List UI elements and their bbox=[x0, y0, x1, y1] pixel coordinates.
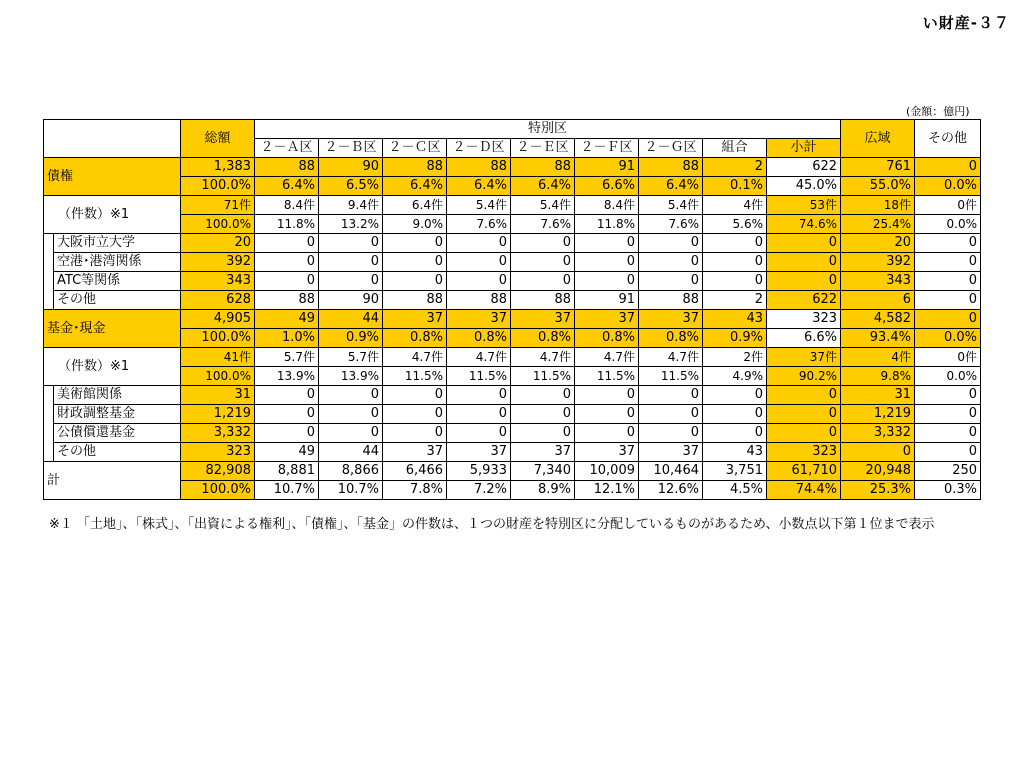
value-cell: 0 bbox=[511, 424, 575, 443]
table-row bbox=[44, 348, 981, 367]
value-cell: 0件 bbox=[915, 196, 981, 215]
value-cell: 7.6% bbox=[447, 215, 511, 234]
header-corner bbox=[44, 120, 181, 158]
value-cell: 37件 bbox=[767, 348, 841, 367]
value-cell: 0 bbox=[319, 272, 383, 291]
header-total: 総額 bbox=[181, 120, 255, 158]
unit-note: (金額：億円) bbox=[906, 105, 970, 118]
value-cell: 622 bbox=[767, 158, 841, 177]
value-cell: 6,466 bbox=[383, 462, 447, 481]
value-cell: 37 bbox=[639, 443, 703, 462]
table-row bbox=[44, 462, 981, 481]
value-cell: 0 bbox=[575, 405, 639, 424]
value-cell: 74.4% bbox=[767, 481, 841, 500]
value-cell: 0 bbox=[703, 272, 767, 291]
value-cell: 11.5% bbox=[447, 367, 511, 386]
value-cell: 0.9% bbox=[319, 329, 383, 348]
value-cell: 0 bbox=[767, 405, 841, 424]
header-ward: ２－Ｆ区 bbox=[575, 139, 639, 158]
value-cell: 0 bbox=[915, 158, 981, 177]
value-cell: 5.4件 bbox=[511, 196, 575, 215]
value-cell: 12.6% bbox=[639, 481, 703, 500]
value-cell: 49 bbox=[255, 310, 319, 329]
value-cell: 0 bbox=[511, 253, 575, 272]
value-cell: 0件 bbox=[915, 348, 981, 367]
value-cell: 0 bbox=[447, 253, 511, 272]
value-cell: 0 bbox=[319, 405, 383, 424]
header-other: その他 bbox=[915, 120, 981, 158]
item-label: その他 bbox=[54, 443, 181, 462]
category-label: 債権 bbox=[44, 158, 181, 196]
value-cell: 88 bbox=[255, 158, 319, 177]
value-cell: 4件 bbox=[703, 196, 767, 215]
value-cell: 0 bbox=[703, 253, 767, 272]
value-cell: 392 bbox=[181, 253, 255, 272]
value-cell: 0 bbox=[447, 234, 511, 253]
value-cell: 0 bbox=[383, 253, 447, 272]
header-ward: ２－Ｇ区 bbox=[639, 139, 703, 158]
indent-spacer bbox=[44, 386, 54, 462]
value-cell: 100.0% bbox=[181, 481, 255, 500]
table-row bbox=[44, 329, 981, 348]
value-cell: 11.8% bbox=[575, 215, 639, 234]
value-cell: 100.0% bbox=[181, 329, 255, 348]
value-cell: 0.8% bbox=[639, 329, 703, 348]
value-cell: 20,948 bbox=[841, 462, 915, 481]
property-table bbox=[43, 119, 981, 500]
value-cell: 0 bbox=[319, 253, 383, 272]
value-cell: 12.1% bbox=[575, 481, 639, 500]
table-row bbox=[44, 424, 981, 443]
table-row bbox=[44, 158, 981, 177]
value-cell: 6.4% bbox=[255, 177, 319, 196]
value-cell: 6.4% bbox=[639, 177, 703, 196]
value-cell: 0 bbox=[255, 272, 319, 291]
value-cell: 37 bbox=[511, 443, 575, 462]
value-cell: 10,464 bbox=[639, 462, 703, 481]
value-cell: 88 bbox=[639, 291, 703, 310]
value-cell: 1,219 bbox=[841, 405, 915, 424]
value-cell: 6 bbox=[841, 291, 915, 310]
value-cell: 0 bbox=[575, 234, 639, 253]
value-cell: 6.4% bbox=[511, 177, 575, 196]
value-cell: 100.0% bbox=[181, 215, 255, 234]
value-cell: 0.0% bbox=[915, 367, 981, 386]
value-cell: 0 bbox=[703, 424, 767, 443]
value-cell: 9.4件 bbox=[319, 196, 383, 215]
value-cell: 0 bbox=[447, 405, 511, 424]
value-cell: 0 bbox=[915, 424, 981, 443]
value-cell: 0.9% bbox=[703, 329, 767, 348]
value-cell: 4件 bbox=[841, 348, 915, 367]
value-cell: 6.4件 bbox=[383, 196, 447, 215]
value-cell: 11.5% bbox=[639, 367, 703, 386]
value-cell: 88 bbox=[639, 158, 703, 177]
value-cell: 8,881 bbox=[255, 462, 319, 481]
value-cell: 43 bbox=[703, 310, 767, 329]
value-cell: 0 bbox=[703, 386, 767, 405]
value-cell: 37 bbox=[575, 443, 639, 462]
value-cell: 761 bbox=[841, 158, 915, 177]
value-cell: 11.5% bbox=[575, 367, 639, 386]
value-cell: 0 bbox=[767, 424, 841, 443]
value-cell: 43 bbox=[703, 443, 767, 462]
value-cell: 4.7件 bbox=[575, 348, 639, 367]
header-subtotal: 小計 bbox=[767, 139, 841, 158]
value-cell: 90 bbox=[319, 291, 383, 310]
value-cell: 5.7件 bbox=[255, 348, 319, 367]
value-cell: 88 bbox=[383, 291, 447, 310]
value-cell: 0.8% bbox=[575, 329, 639, 348]
value-cell: 0 bbox=[447, 272, 511, 291]
header-ward: ２－Ｂ区 bbox=[319, 139, 383, 158]
value-cell: 0 bbox=[255, 424, 319, 443]
value-cell: 0 bbox=[639, 253, 703, 272]
value-cell: 11.8% bbox=[255, 215, 319, 234]
count-label: （件数）※1 bbox=[44, 348, 181, 386]
value-cell: 0 bbox=[255, 386, 319, 405]
table-row bbox=[44, 367, 981, 386]
header-row bbox=[44, 120, 981, 139]
value-cell: 37 bbox=[447, 443, 511, 462]
value-cell: 18件 bbox=[841, 196, 915, 215]
value-cell: 2 bbox=[703, 158, 767, 177]
value-cell: 3,332 bbox=[841, 424, 915, 443]
header-ward: ２－Ａ区 bbox=[255, 139, 319, 158]
table-row bbox=[44, 291, 981, 310]
value-cell: 37 bbox=[511, 310, 575, 329]
value-cell: 8,866 bbox=[319, 462, 383, 481]
table-row bbox=[44, 234, 981, 253]
item-label: ATC等関係 bbox=[54, 272, 181, 291]
value-cell: 9.0% bbox=[383, 215, 447, 234]
value-cell: 10.7% bbox=[255, 481, 319, 500]
value-cell: 0 bbox=[319, 424, 383, 443]
value-cell: 0 bbox=[767, 272, 841, 291]
category-label: 基金･現金 bbox=[44, 310, 181, 348]
value-cell: 8.9% bbox=[511, 481, 575, 500]
value-cell: 6.4% bbox=[383, 177, 447, 196]
value-cell: 0.0% bbox=[915, 215, 981, 234]
value-cell: 37 bbox=[447, 310, 511, 329]
value-cell: 0 bbox=[915, 405, 981, 424]
value-cell: 7.2% bbox=[447, 481, 511, 500]
value-cell: 41件 bbox=[181, 348, 255, 367]
value-cell: 0 bbox=[447, 424, 511, 443]
value-cell: 91 bbox=[575, 158, 639, 177]
value-cell: 0.8% bbox=[511, 329, 575, 348]
value-cell: 31 bbox=[181, 386, 255, 405]
value-cell: 0 bbox=[575, 253, 639, 272]
value-cell: 0 bbox=[255, 253, 319, 272]
item-label: その他 bbox=[54, 291, 181, 310]
header-special-ward: 特別区 bbox=[255, 120, 841, 139]
value-cell: 622 bbox=[767, 291, 841, 310]
value-cell: 0.1% bbox=[703, 177, 767, 196]
item-label: 財政調整基金 bbox=[54, 405, 181, 424]
value-cell: 1,383 bbox=[181, 158, 255, 177]
value-cell: 0 bbox=[915, 443, 981, 462]
value-cell: 25.4% bbox=[841, 215, 915, 234]
value-cell: 31 bbox=[841, 386, 915, 405]
value-cell: 2件 bbox=[703, 348, 767, 367]
value-cell: 0 bbox=[575, 386, 639, 405]
value-cell: 0 bbox=[639, 386, 703, 405]
value-cell: 100.0% bbox=[181, 177, 255, 196]
value-cell: 53件 bbox=[767, 196, 841, 215]
value-cell: 10,009 bbox=[575, 462, 639, 481]
value-cell: 0.8% bbox=[447, 329, 511, 348]
value-cell: 0 bbox=[255, 234, 319, 253]
value-cell: 6.4% bbox=[447, 177, 511, 196]
value-cell: 0 bbox=[383, 405, 447, 424]
table-row bbox=[44, 443, 981, 462]
value-cell: 4.5% bbox=[703, 481, 767, 500]
indent-spacer bbox=[44, 234, 54, 310]
value-cell: 37 bbox=[639, 310, 703, 329]
value-cell: 0 bbox=[319, 386, 383, 405]
value-cell: 55.0% bbox=[841, 177, 915, 196]
header-ward: 組合 bbox=[703, 139, 767, 158]
value-cell: 0 bbox=[915, 272, 981, 291]
value-cell: 8.4件 bbox=[575, 196, 639, 215]
value-cell: 6.6% bbox=[767, 329, 841, 348]
value-cell: 37 bbox=[575, 310, 639, 329]
value-cell: 343 bbox=[181, 272, 255, 291]
value-cell: 88 bbox=[255, 291, 319, 310]
value-cell: 0 bbox=[319, 234, 383, 253]
value-cell: 4.7件 bbox=[639, 348, 703, 367]
value-cell: 0 bbox=[511, 405, 575, 424]
value-cell: 5.4件 bbox=[639, 196, 703, 215]
value-cell: 88 bbox=[447, 291, 511, 310]
value-cell: 0 bbox=[383, 234, 447, 253]
value-cell: 88 bbox=[383, 158, 447, 177]
table-row bbox=[44, 310, 981, 329]
value-cell: 5,933 bbox=[447, 462, 511, 481]
value-cell: 0 bbox=[915, 291, 981, 310]
value-cell: 4,905 bbox=[181, 310, 255, 329]
item-label: 美術館関係 bbox=[54, 386, 181, 405]
value-cell: 71件 bbox=[181, 196, 255, 215]
table-row bbox=[44, 215, 981, 234]
value-cell: 323 bbox=[767, 310, 841, 329]
value-cell: 323 bbox=[767, 443, 841, 462]
value-cell: 2 bbox=[703, 291, 767, 310]
footnote: ※１ 「土地」、「株式」、「出資による権利」、「債権」、「基金」の件数は、１つの財産を特別区に分配しているものがあるため、小数点以下第１位まで表示 bbox=[49, 517, 935, 532]
value-cell: 7.8% bbox=[383, 481, 447, 500]
value-cell: 0 bbox=[511, 272, 575, 291]
value-cell: 20 bbox=[841, 234, 915, 253]
value-cell: 10.7% bbox=[319, 481, 383, 500]
value-cell: 45.0% bbox=[767, 177, 841, 196]
value-cell: 0 bbox=[703, 405, 767, 424]
value-cell: 0 bbox=[639, 272, 703, 291]
value-cell: 0.0% bbox=[915, 329, 981, 348]
value-cell: 0 bbox=[447, 386, 511, 405]
value-cell: 0 bbox=[383, 272, 447, 291]
count-label: （件数）※1 bbox=[44, 196, 181, 234]
table-row bbox=[44, 253, 981, 272]
value-cell: 5.7件 bbox=[319, 348, 383, 367]
value-cell: 0 bbox=[575, 424, 639, 443]
value-cell: 37 bbox=[383, 310, 447, 329]
value-cell: 5.4件 bbox=[447, 196, 511, 215]
value-cell: 44 bbox=[319, 443, 383, 462]
value-cell: 4,582 bbox=[841, 310, 915, 329]
value-cell: 9.8% bbox=[841, 367, 915, 386]
value-cell: 0 bbox=[915, 234, 981, 253]
value-cell: 7,340 bbox=[511, 462, 575, 481]
value-cell: 88 bbox=[511, 158, 575, 177]
page-label: い財産-３７ bbox=[922, 14, 1010, 32]
value-cell: 0.3% bbox=[915, 481, 981, 500]
value-cell: 0 bbox=[841, 443, 915, 462]
value-cell: 11.5% bbox=[511, 367, 575, 386]
value-cell: 91 bbox=[575, 291, 639, 310]
value-cell: 0 bbox=[383, 424, 447, 443]
value-cell: 61,710 bbox=[767, 462, 841, 481]
value-cell: 74.6% bbox=[767, 215, 841, 234]
value-cell: 0 bbox=[767, 253, 841, 272]
item-label: 空港･港湾関係 bbox=[54, 253, 181, 272]
value-cell: 8.4件 bbox=[255, 196, 319, 215]
table-row bbox=[44, 481, 981, 500]
value-cell: 0 bbox=[575, 272, 639, 291]
value-cell: 0 bbox=[767, 234, 841, 253]
value-cell: 0 bbox=[915, 386, 981, 405]
header-ward: ２－Ｄ区 bbox=[447, 139, 511, 158]
total-label: 計 bbox=[44, 462, 181, 500]
value-cell: 250 bbox=[915, 462, 981, 481]
value-cell: 4.7件 bbox=[447, 348, 511, 367]
value-cell: 82,908 bbox=[181, 462, 255, 481]
value-cell: 4.7件 bbox=[383, 348, 447, 367]
value-cell: 323 bbox=[181, 443, 255, 462]
value-cell: 25.3% bbox=[841, 481, 915, 500]
table-row bbox=[44, 405, 981, 424]
value-cell: 49 bbox=[255, 443, 319, 462]
value-cell: 3,332 bbox=[181, 424, 255, 443]
value-cell: 392 bbox=[841, 253, 915, 272]
value-cell: 11.5% bbox=[383, 367, 447, 386]
header-ward: ２－Ｅ区 bbox=[511, 139, 575, 158]
value-cell: 0 bbox=[511, 386, 575, 405]
header-ward: ２－Ｃ区 bbox=[383, 139, 447, 158]
value-cell: 343 bbox=[841, 272, 915, 291]
value-cell: 4.9% bbox=[703, 367, 767, 386]
header-wide: 広域 bbox=[841, 120, 915, 158]
value-cell: 0 bbox=[383, 386, 447, 405]
value-cell: 0 bbox=[703, 234, 767, 253]
value-cell: 4.7件 bbox=[511, 348, 575, 367]
table-row bbox=[44, 272, 981, 291]
value-cell: 3,751 bbox=[703, 462, 767, 481]
value-cell: 0 bbox=[639, 234, 703, 253]
value-cell: 13.9% bbox=[255, 367, 319, 386]
value-cell: 1,219 bbox=[181, 405, 255, 424]
value-cell: 0 bbox=[915, 253, 981, 272]
table-row bbox=[44, 177, 981, 196]
item-label: 大阪市立大学 bbox=[54, 234, 181, 253]
value-cell: 0 bbox=[639, 424, 703, 443]
table-row bbox=[44, 196, 981, 215]
value-cell: 6.6% bbox=[575, 177, 639, 196]
value-cell: 90 bbox=[319, 158, 383, 177]
value-cell: 0 bbox=[255, 405, 319, 424]
value-cell: 6.5% bbox=[319, 177, 383, 196]
value-cell: 0 bbox=[511, 234, 575, 253]
value-cell: 93.4% bbox=[841, 329, 915, 348]
value-cell: 20 bbox=[181, 234, 255, 253]
value-cell: 100.0% bbox=[181, 367, 255, 386]
value-cell: 628 bbox=[181, 291, 255, 310]
value-cell: 0.8% bbox=[383, 329, 447, 348]
value-cell: 88 bbox=[511, 291, 575, 310]
value-cell: 37 bbox=[383, 443, 447, 462]
value-cell: 44 bbox=[319, 310, 383, 329]
value-cell: 13.9% bbox=[319, 367, 383, 386]
value-cell: 7.6% bbox=[639, 215, 703, 234]
value-cell: 0 bbox=[639, 405, 703, 424]
value-cell: 1.0% bbox=[255, 329, 319, 348]
value-cell: 88 bbox=[447, 158, 511, 177]
value-cell: 13.2% bbox=[319, 215, 383, 234]
item-label: 公債償還基金 bbox=[54, 424, 181, 443]
value-cell: 0.0% bbox=[915, 177, 981, 196]
value-cell: 90.2% bbox=[767, 367, 841, 386]
value-cell: 7.6% bbox=[511, 215, 575, 234]
table-row bbox=[44, 386, 981, 405]
value-cell: 0 bbox=[915, 310, 981, 329]
value-cell: 5.6% bbox=[703, 215, 767, 234]
value-cell: 0 bbox=[767, 386, 841, 405]
